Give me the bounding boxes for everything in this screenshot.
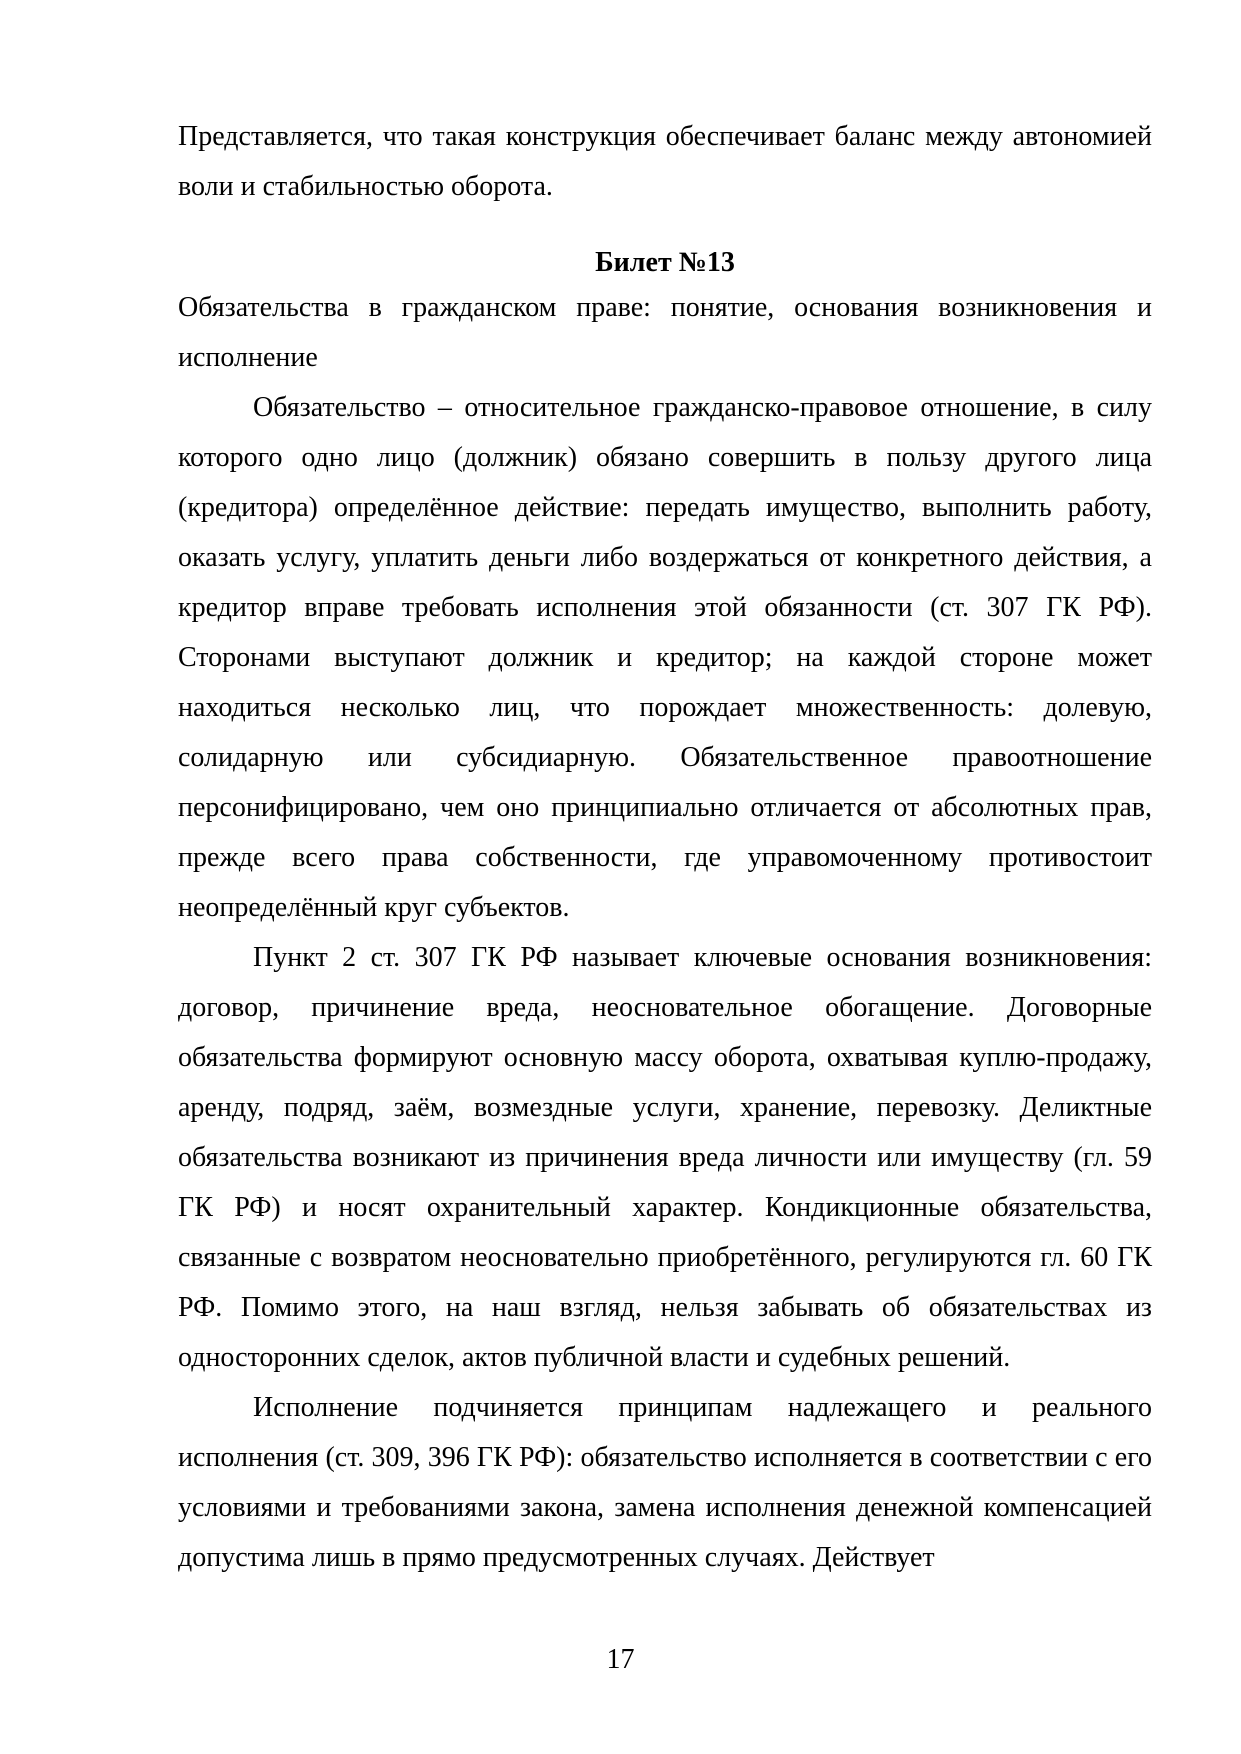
intro-paragraph: Представляется, что такая конструкция обеспечивает баланс между автономией воли и стабильностью оборота. bbox=[178, 121, 1152, 202]
page-number: 17 bbox=[606, 1644, 635, 1675]
ticket-title: Билет №13 bbox=[595, 247, 735, 278]
paragraph-definition: Обязательство – относительное гражданско-правовое отношение, в силу которого одно лицо (должник) обязано совершить в пользу другого лица (кредитора) определённое действие: передать имущество, выполнить работу, оказать услугу, уплатить деньги либо воздержаться от конкретного действия, а кредитор вправе требовать исполнения этой обязанности (ст. 307 ГК РФ). Сторонами выступают должник и кредитор; на каждой стороне может находиться несколько лиц, что порождает множественность: долевую, солидарную или субсидиарную. Обязательственное правоотношение персонифицировано, чем оно принципиально отличается от абсолютных прав, прежде всего права собственности, где управомоченному противостоит неопределённый круг субъектов. bbox=[178, 392, 1152, 923]
paragraph-grounds: Пункт 2 ст. 307 ГК РФ называет ключевые основания возникновения: договор, причинение вреда, неосновательное обогащение. Договорные обязательства формируют основную массу оборота, охватывая куплю-продажу, аренду, подряд, заём, возмездные услуги, хранение, перевозку. Деликтные обязательства возникают из причинения вреда личности или имуществу (гл. 59 ГК РФ) и носят охранительный характер. Кондикционные обязательства, связанные с возвратом неосновательно приобретённого, регулируются гл. 60 ГК РФ. Помимо этого, на наш взгляд, нельзя забывать об обязательствах из односторонних сделок, актов публичной власти и судебных решений. bbox=[178, 942, 1152, 1373]
ticket-body bbox=[178, 283, 1152, 1583]
paragraph-performance: Исполнение подчиняется принципам надлежащего и реального исполнения (ст. 309, 396 ГК РФ): обязательство исполняется в соответствии с его условиями и требованиями закона, замена исполнения денежной компенсацией допустима лишь в прямо предусмотренных случаях. Действует bbox=[178, 1392, 1152, 1573]
ticket-topic: Обязательства в гражданском праве: понятие, основания возникновения и исполнение bbox=[178, 292, 1152, 373]
